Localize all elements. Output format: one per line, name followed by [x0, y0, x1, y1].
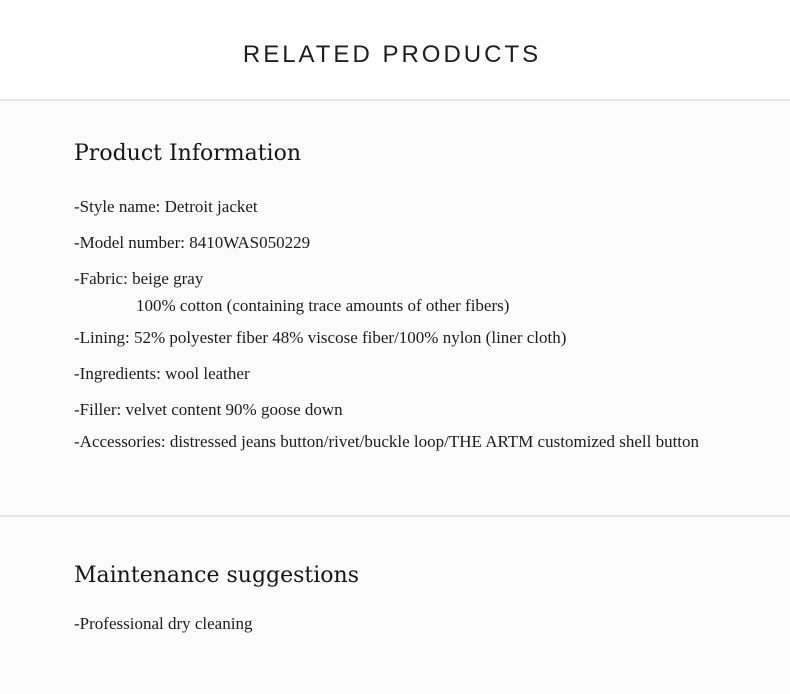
- fabric-detail-line: 100% cotton (containing trace amounts of other fibers): [136, 296, 510, 315]
- ingredients-line: -Ingredients: wool leather: [74, 364, 250, 383]
- maintenance-heading: Maintenance suggestions: [74, 563, 360, 588]
- maintenance-item: -Professional dry cleaning: [74, 614, 253, 633]
- product-information-section: [0, 101, 790, 515]
- maintenance-section: [0, 517, 790, 694]
- lining-line: -Lining: 52% polyester fiber 48% viscose fiber/100% nylon (liner cloth): [74, 328, 567, 347]
- filler-line: -Filler: velvet content 90% goose down: [74, 400, 343, 419]
- related-products-header: [0, 0, 790, 100]
- fabric-line: -Fabric: beige gray: [74, 269, 204, 288]
- product-information-heading: Product Information: [74, 141, 302, 166]
- model-number-line: -Model number: 8410WAS050229: [74, 233, 311, 252]
- accessories-line: -Accessories: distressed jeans button/rivet/buckle loop/THE ARTM customized shell button: [74, 432, 700, 451]
- related-products-title: RELATED PRODUCTS: [242, 41, 542, 68]
- style-name-line: -Style name: Detroit jacket: [74, 197, 258, 216]
